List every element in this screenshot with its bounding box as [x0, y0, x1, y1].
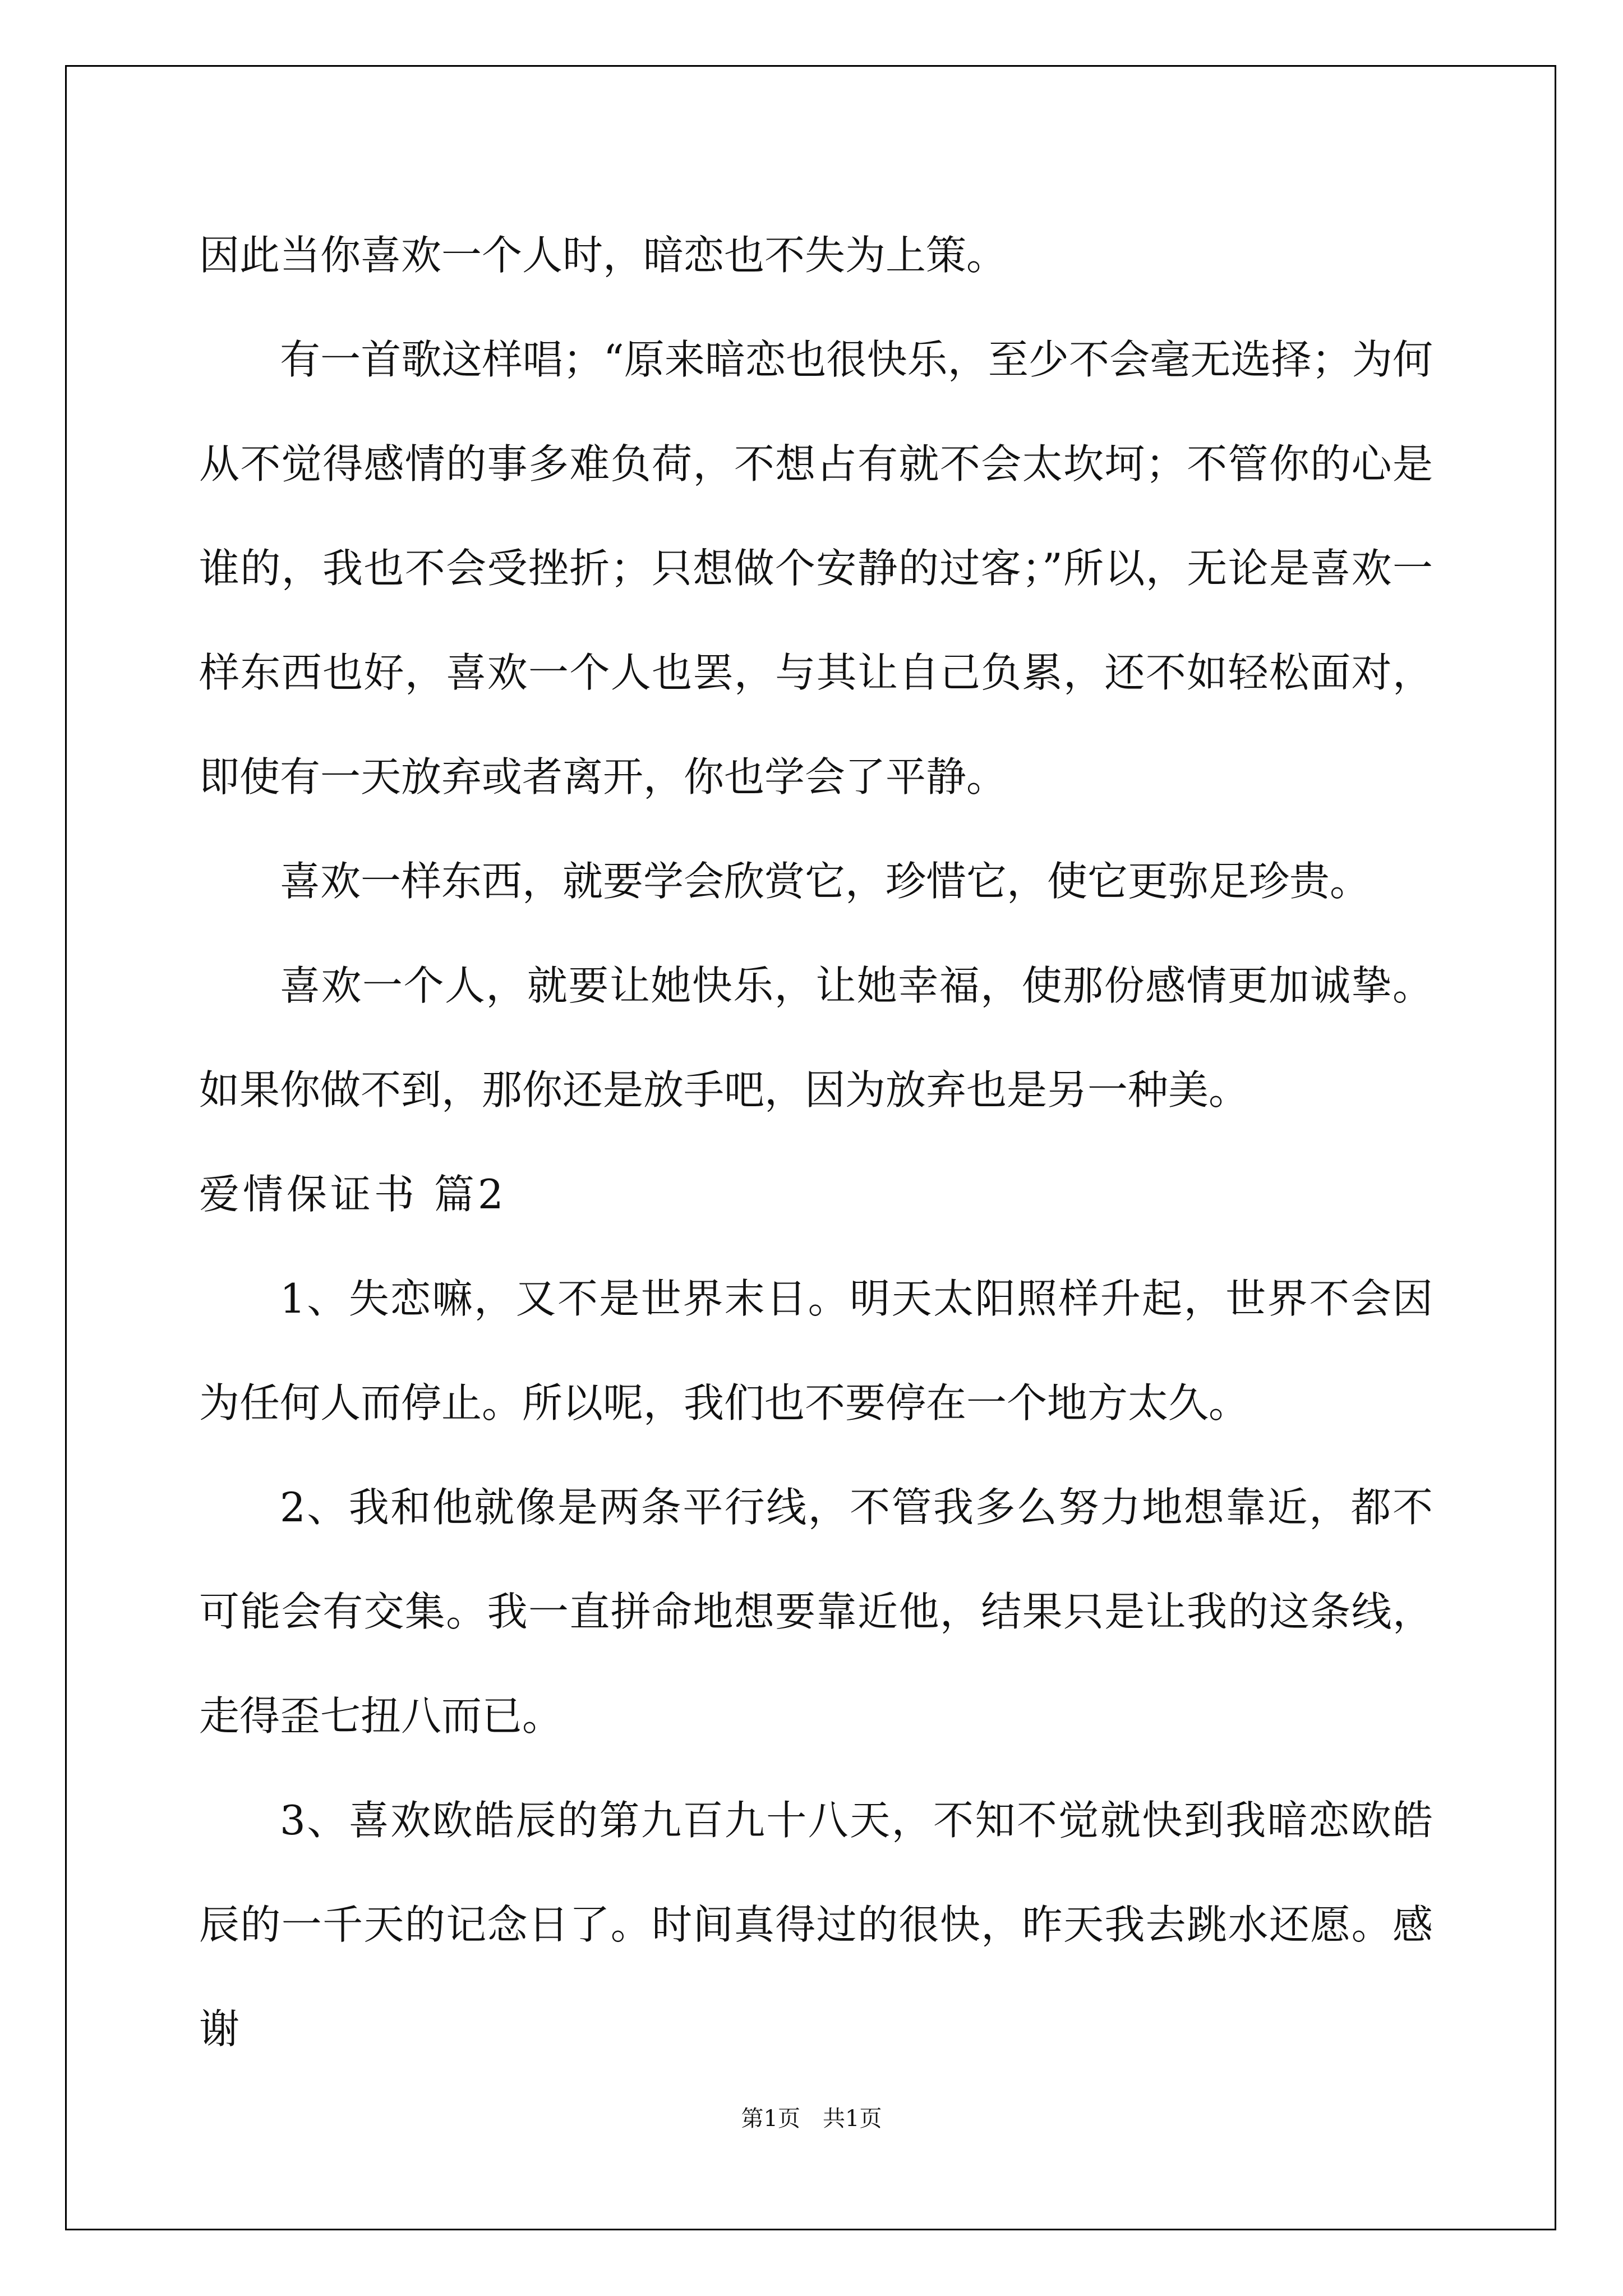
paragraph-3: 喜欢一样东西，就要学会欣赏它，珍惜它，使它更弥足珍贵。 [280, 858, 1371, 905]
paragraph-4: 喜欢一个人，就要让她快乐，让她幸福，使那份感情更加诚挚。如果你做不到，那你还是放手吧，因为放弃也是另一种美。 [199, 962, 1433, 1114]
paragraph-2: 有一首歌这样唱；“原来暗恋也很快乐，至少不会毫无选择；为何从不觉得感情的事多难负荷，不想占有就不会太坎坷；不管你的心是谁的，我也不会受挫折；只想做个安静的过客；”所以，无论是喜欢一样东西也好，喜欢一个人也罢，与其让自己负累，还不如轻松面对，即使有一天放弃或者离开，你也学会了平静。 [199, 336, 1433, 800]
list-item-1: 1、失恋嘛，又不是世界末日。明天太阳照样升起，世界不会因为任何人而停止。所以呢，我们也不要停在一个地方太久。 [199, 1275, 1433, 1427]
page-number-footer: 第1页 共1页 [741, 2106, 882, 2132]
paragraph-1: 因此当你喜欢一个人时，暗恋也不失为上策。 [199, 232, 1007, 279]
list-item-2: 2、我和他就像是两条平行线，不管我多么努力地想靠近，都不可能会有交集。我一直拼命地想要靠近他，结果只是让我的这条线，走得歪七扭八而已。 [199, 1484, 1433, 1740]
document-body [199, 203, 1433, 2081]
list-item-3: 3、喜欢欧皓辰的第九百九十八天，不知不觉就快到我暗恋欧皓辰的一千天的记念日了。时间真得过的很快，昨天我去跳水还愿。感谢 [199, 1797, 1433, 2053]
section-heading: 爱情保证书 篇2 [199, 1171, 507, 1218]
